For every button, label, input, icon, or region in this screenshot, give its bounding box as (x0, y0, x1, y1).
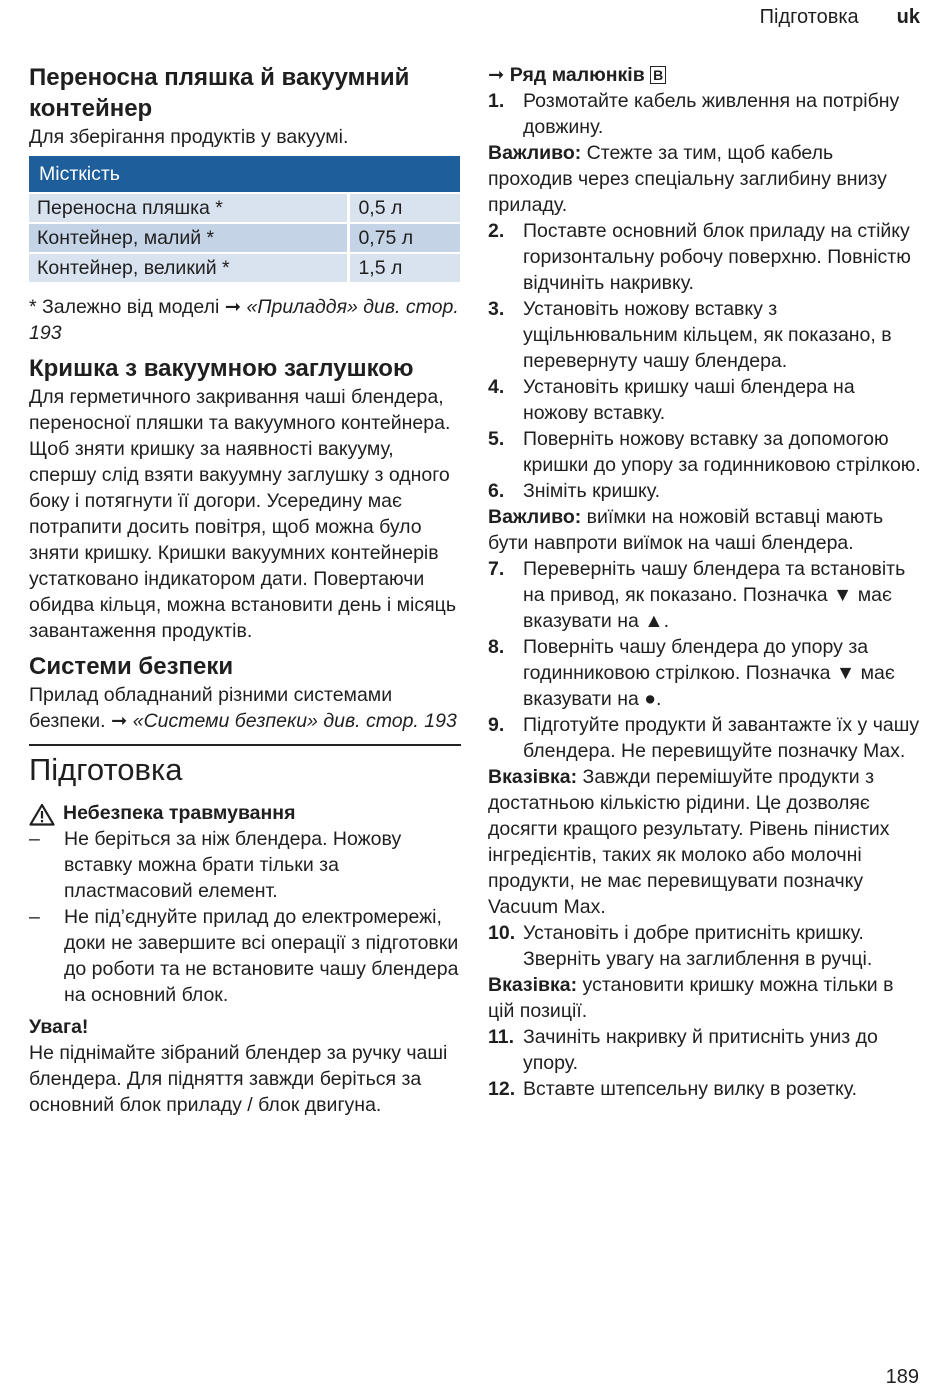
step-item (488, 1076, 922, 1102)
step-text: має вказувати на (523, 662, 895, 710)
note-hint-2 (488, 972, 922, 1024)
step-number: 4. (488, 376, 505, 398)
running-header (760, 6, 920, 29)
table-row (29, 254, 460, 282)
step-item (488, 478, 922, 504)
note-label: Вказівка: (488, 974, 578, 996)
step-item (488, 88, 922, 140)
list-item (29, 826, 461, 904)
warning-triangle-icon (29, 803, 55, 826)
arrow-right-icon: ➞ (224, 296, 242, 318)
list-item (29, 904, 461, 1008)
heading-vacuum-lid: Кришка з вакуумною заглушкою (29, 355, 414, 382)
step-text: . (656, 688, 662, 710)
steps-list-1 (488, 88, 922, 140)
step-number: 7. (488, 558, 505, 580)
step-item (488, 296, 922, 374)
step-text: Поставте основний блок приладу на стійку горизонтальну робочу поверхню. Повністю відчиніть накривку. (523, 220, 911, 294)
step-item (488, 634, 922, 712)
danger-list (29, 826, 461, 1008)
step-text: Установіть ножову вставку з ущільнювальним кільцем, як показано, в перевернуту чашу блендера. (523, 298, 892, 372)
step-text: Розмотайте кабель живлення на потрібну довжину. (523, 90, 900, 138)
step-text: . (663, 610, 669, 632)
steps-list-4 (488, 920, 922, 972)
step-item (488, 218, 922, 296)
note-important-2 (488, 504, 922, 556)
heading-preparation: Підготовка (29, 752, 183, 787)
note-text: Стежте за тим, щоб кабель проходив через спеціальну заглибину внизу приладу. (488, 142, 887, 216)
table-row (29, 194, 460, 222)
paragraph-bottle-purpose: Для зберігання продуктів у вакуумі. (29, 126, 349, 148)
step-text: . (899, 740, 906, 762)
paragraph-vacuum-lid: Для герметичного закривання чаші блендера, переносної пляшки та вакуумного контейнера. Щоб зняти кришку за наявності вакууму, спершу слід взяти вакуумну заглушку з одного боку і потягнути її догори. Усередину має потрапити досить повітря, щоб можна було зняти кришку. Кришки вакуумних контейнерів устатковано індикатором дати. Повертаючи обидва кільця, можна встановити день і місяць завантаження продуктів. (29, 386, 457, 642)
dot-icon: ● (644, 688, 657, 710)
footnote-reference: «Приладдя» див. стор. 193 (29, 296, 459, 344)
step-text: Поверніть ножову вставку за допомогою кришки до упору за годинниковою стрілкою. (523, 428, 921, 476)
step-item (488, 712, 922, 764)
step-number: 1. (488, 90, 505, 112)
steps-list-2 (488, 218, 922, 504)
table-cell-item: Переносна пляшка * (29, 194, 347, 222)
triangle-down-icon: ▼ (835, 662, 856, 684)
right-column (488, 62, 922, 1102)
note-important-1 (488, 140, 922, 218)
note-hint-1 (488, 764, 922, 920)
step-item (488, 426, 922, 478)
header-section-title: Підготовка (759, 6, 859, 28)
table-cell-value: 0,75 л (347, 224, 460, 252)
header-language-code: uk (896, 6, 920, 28)
step-item (488, 556, 922, 634)
table-cell-item: Контейнер, малий * (29, 224, 347, 252)
dash-bullet-icon: – (29, 906, 40, 928)
max-mark-label: Max (863, 740, 900, 762)
note-text-end: . (600, 896, 606, 918)
attention-text: Не піднімайте зібраний блендер за ручку чаші блендера. Для підняття завжди беріться за основний блок приладу / блок двигуна. (29, 1042, 448, 1116)
footnote-text: * Залежно від моделі (29, 296, 220, 318)
danger-heading (29, 800, 461, 826)
note-text: Завжди перемішуйте продукти з достатньою кількістю рідини. Це дозволяє досягти кращого результату. Рівень пінистих інгредієнтів, таких як молоко або молочні продукти, не має перевищувати позначку (488, 766, 890, 892)
step-number: 9. (488, 714, 505, 736)
step-text: Зніміть кришку. (523, 480, 661, 502)
dash-bullet-icon: – (29, 828, 40, 850)
footnote (29, 294, 461, 346)
step-number: 3. (488, 298, 505, 320)
capacity-table (29, 154, 460, 284)
figure-reference (488, 62, 922, 88)
note-text: виїмки на ножовій вставці мають бути навпроти виїмок на чаші блендера. (488, 506, 884, 554)
steps-list-3 (488, 556, 922, 764)
danger-title: Небезпека травмування (63, 802, 296, 824)
page-number: 189 (885, 1366, 919, 1388)
step-number: 6. (488, 480, 505, 502)
heading-bottle-container: Переносна пляшка й вакуумний контейнер (29, 64, 410, 122)
step-number: 11. (488, 1026, 515, 1048)
step-number: 12. (488, 1078, 516, 1100)
step-item (488, 920, 922, 972)
capacity-table-header: Місткість (29, 156, 460, 192)
section-divider (29, 744, 461, 746)
note-label: Вказівка: (488, 766, 578, 788)
table-cell-value: 0,5 л (347, 194, 460, 222)
safety-text: Прилад обладнаний різними системами безпеки. (29, 684, 393, 732)
figure-box-label: B (650, 66, 666, 84)
step-text: Установіть кришку чаші блендера на ножову вставку. (523, 376, 855, 424)
arrow-right-icon: ➞ (110, 710, 128, 732)
paragraph-safety-systems (29, 682, 461, 734)
left-column (29, 62, 461, 1118)
step-text: Зачиніть накривку й притисніть униз до упору. (523, 1026, 878, 1074)
step-number: 8. (488, 636, 505, 658)
step-text: має вказувати на (523, 584, 892, 632)
step-item (488, 374, 922, 426)
list-item-text: Не під’єднуйте прилад до електромережі, доки не завершите всі операції з підготовки до роботи та не встановите чашу блендера на основний блок. (64, 906, 459, 1006)
safety-reference: «Системи безпеки» див. стор. 193 (132, 710, 457, 732)
arrow-right-icon: ➞ (488, 64, 505, 86)
note-label: Важливо: (488, 506, 582, 528)
triangle-down-icon: ▼ (832, 584, 853, 606)
table-cell-value: 1,5 л (347, 254, 460, 282)
attention-label: Увага! (29, 1016, 89, 1038)
step-number: 2. (488, 220, 505, 242)
step-text: Поверніть чашу блендера до упору за годинниковою стрілкою. Позначка (523, 636, 869, 684)
note-label: Важливо: (488, 142, 582, 164)
step-number: 5. (488, 428, 505, 450)
step-text: Підготуйте продукти й завантажте їх у чашу блендера. Не перевищуйте позначку (523, 714, 920, 762)
step-text: Вставте штепсельну вилку в розетку. (523, 1078, 858, 1100)
vacuum-max-mark-label: Vacuum Max (488, 896, 601, 918)
table-cell-item: Контейнер, великий * (29, 254, 347, 282)
note-text: установити кришку можна тільки в цій позиції. (488, 974, 894, 1022)
step-text: Установіть і добре притисніть кришку. Зверніть увагу на заглиблення в ручці. (523, 922, 873, 970)
list-item-text: Не беріться за ніж блендера. Ножову вставку можна брати тільки за пластмасовий елемент. (64, 828, 402, 902)
step-text: Переверніть чашу блендера та встановіть на привод, як показано. Позначка (523, 558, 906, 606)
steps-list-5 (488, 1024, 922, 1102)
step-item (488, 1024, 922, 1076)
triangle-up-icon: ▲ (644, 610, 664, 632)
heading-safety-systems: Системи безпеки (29, 653, 234, 680)
table-row (29, 224, 460, 252)
step-number: 10. (488, 922, 516, 944)
figure-label: Ряд малюнків (509, 64, 645, 86)
